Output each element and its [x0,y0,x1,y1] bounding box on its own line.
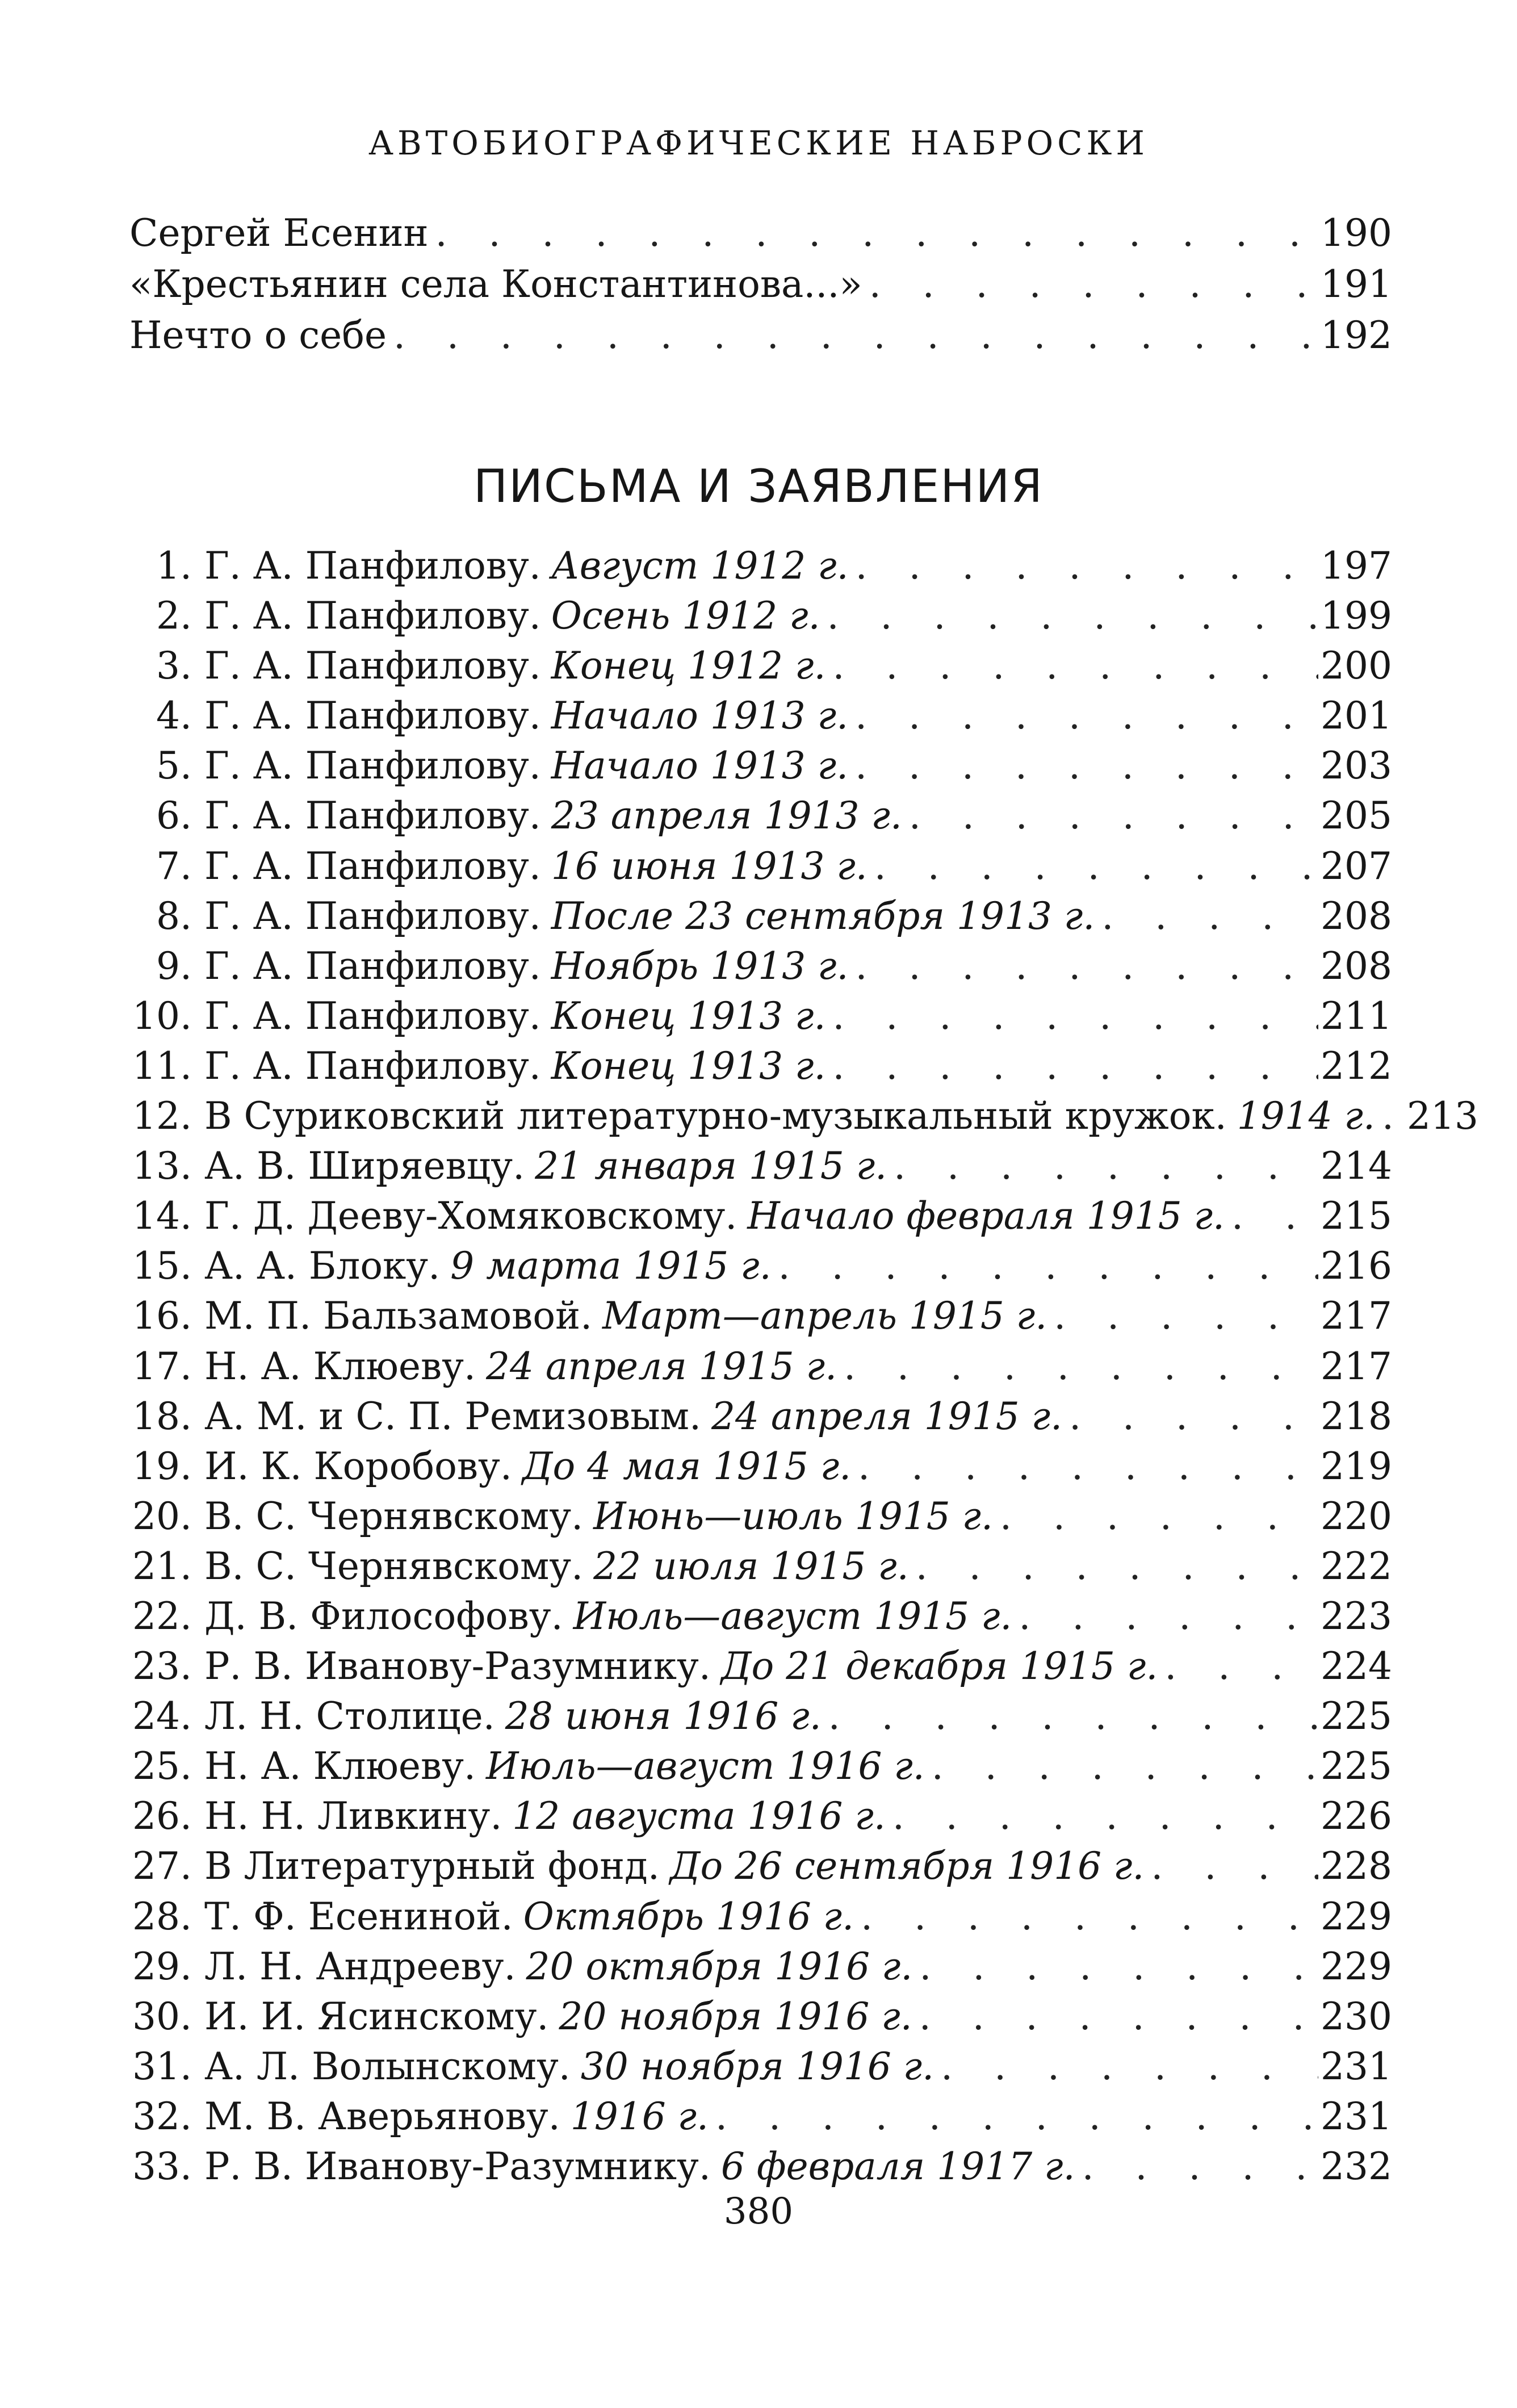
dot-leader [849,544,1318,588]
entry-page: 229 [1321,1894,1392,1938]
letter-entry [114,1294,1392,1344]
entry-addressee: А. А. Блоку. [204,1244,441,1288]
entry-number: 30. [132,1994,192,2038]
entry-addressee: Г. А. Панфилову. [204,644,541,688]
entry-number: 32. [132,2094,192,2138]
entry-page: 216 [1321,1244,1392,1288]
entry-addressee: Г. А. Панфилову. [204,844,541,888]
entry-addressee: Г. А. Панфилову. [204,944,541,988]
dot-leader [837,1345,1318,1388]
entry-number: 24. [132,1694,192,1739]
entry-date: 1914 г. [1237,1094,1376,1138]
entry-date: После 23 сентября 1913 г. [551,894,1095,938]
entry-addressee: И. К. Коробову. [204,1444,512,1488]
letter-entry [114,1895,1392,1945]
entry-page: 231 [1321,2044,1392,2088]
entry-date: Июль—август 1915 г. [573,1594,1012,1638]
entry-number: 28. [132,1894,192,1938]
page-number: 380 [723,2191,794,2233]
entry-page: 223 [1321,1594,1392,1638]
entry-page: 219 [1321,1444,1392,1488]
entry-addressee: М. П. Бальзамовой. [204,1294,593,1338]
dot-leader [909,1544,1318,1588]
letter-entry [114,2145,1392,2195]
entry-date: 24 апреля 1915 г. [711,1394,1063,1438]
entry-date: 21 января 1915 г. [535,1144,887,1188]
section-title-letters: ПИСЬМА И ЗАЯВЛЕНИЯ [473,460,1044,513]
entry-number: 29. [132,1944,192,1988]
letter-entry [114,1345,1392,1394]
entry-page: 225 [1321,1744,1392,1789]
entry-date: 23 апреля 1913 г. [551,794,902,838]
dot-leader [912,1995,1318,2038]
entry-addressee: Л. Н. Андрееву. [204,1944,516,1988]
entry-date: 12 августа 1916 г. [512,1794,886,1839]
letter-entry [114,2045,1392,2095]
dot-leader [887,1144,1318,1188]
entry-addressee: В. С. Чернявскому. [204,1544,584,1588]
autobiographical-sketches-list [129,211,1392,365]
entry-number: 13. [132,1144,192,1188]
entry-page: 200 [1321,644,1392,688]
letter-entry [114,844,1392,894]
entry-addressee: В. С. Чернявскому. [204,1494,584,1538]
entry-addressee: Г. А. Панфилову. [204,594,541,638]
letter-entry [114,1194,1392,1244]
entry-number: 25. [132,1744,192,1789]
entry-number: 1. [156,544,192,588]
entry-date: До 21 декабря 1915 г. [720,1644,1158,1689]
entry-page: 228 [1321,1844,1392,1888]
entry-number: 23. [132,1644,192,1689]
letter-entry [114,744,1392,794]
dot-leader [925,1744,1318,1788]
entry-addressee: Т. Ф. Есениной. [204,1894,513,1938]
entry-number: 15. [132,1244,192,1288]
dot-leader [902,794,1318,837]
entry-number: 20. [132,1494,192,1538]
entry-page: 222 [1321,1544,1392,1588]
dot-leader [1144,1844,1318,1888]
entry-addressee: Г. А. Панфилову. [204,694,541,738]
entry-date: Март—апрель 1915 г. [602,1294,1047,1338]
entry-number: 2. [156,594,192,638]
entry-number: 3. [156,644,192,688]
letter-entry [114,994,1392,1044]
entry-page: 201 [1321,694,1392,738]
letter-entry [114,1995,1392,2045]
entry-number: 31. [132,2044,192,2088]
letter-entry [114,1394,1392,1444]
entry-number: 33. [132,2145,192,2188]
dot-leader [429,211,1318,255]
letter-entry [114,1244,1392,1294]
dot-leader [822,1694,1318,1738]
entry-page: 213 [1407,1094,1479,1138]
running-head: АВТОБИОГРАФИЧЕСКИЕ НАБРОСКИ [368,124,1149,162]
letter-entry [114,1494,1392,1544]
entry-addressee: Г. А. Панфилову. [204,1044,541,1088]
dot-leader [825,994,1318,1038]
entry-number: 11. [132,1044,192,1088]
entry-page: 203 [1321,744,1392,788]
dot-leader [1095,894,1318,938]
entry-date: Конец 1912 г. [551,644,826,688]
letter-entry [114,1744,1392,1794]
letter-entry [114,594,1392,644]
dot-leader [934,2045,1318,2088]
entry-page: 208 [1321,944,1392,988]
dot-leader [1012,1594,1318,1638]
entry-addressee: Н. А. Клюеву. [204,1744,476,1789]
entry-number: 6. [156,794,192,838]
entry-number: 22. [132,1594,192,1638]
entry-number: 12. [132,1094,192,1138]
entry-addressee: Р. В. Иванову-Разумнику. [204,2145,711,2188]
entry-addressee: А. М. и С. П. Ремизовым. [204,1394,701,1438]
dot-leader [912,1945,1318,1988]
dot-leader [862,262,1318,306]
dot-leader [1062,1394,1318,1438]
dot-leader [849,944,1319,988]
entry-page: 208 [1321,894,1392,938]
entry-addressee: В Суриковский литературно-музыкальный кружок. [204,1094,1227,1138]
entry-date: До 4 мая 1915 г. [522,1444,852,1488]
dot-leader [1375,1094,1405,1138]
letter-entry [114,1544,1392,1594]
entry-date: Начало 1913 г. [551,694,849,738]
entry-page: 214 [1321,1144,1392,1188]
entry-page: 192 [1321,313,1392,357]
entry-date: 30 ноября 1916 г. [580,2044,934,2088]
letter-entry [114,1844,1392,1894]
entry-page: 207 [1321,844,1392,888]
entry-page: 230 [1321,1994,1392,2038]
entry-number: 10. [132,994,192,1038]
letter-entry [114,544,1392,594]
entry-date: 16 июня 1913 г. [551,844,868,888]
entry-number: 17. [132,1344,192,1388]
entry-addressee: Г. А. Панфилову. [204,894,541,938]
dot-leader [709,2095,1318,2138]
letter-entry [114,1594,1392,1644]
toc-entry [129,211,1392,262]
entry-addressee: М. В. Аверьянову. [204,2094,560,2138]
entry-addressee: В Литературный фонд. [204,1844,660,1888]
entry-addressee: И. И. Ясинскому. [204,1994,549,2038]
entry-addressee: Д. В. Философову. [204,1594,563,1638]
entry-date: 24 апреля 1915 г. [485,1344,837,1388]
entry-date: 22 июля 1915 г. [593,1544,909,1588]
entry-date: 20 октября 1916 г. [526,1944,913,1988]
letter-entry [114,644,1392,694]
entry-page: 205 [1321,794,1392,838]
entry-page: 229 [1321,1944,1392,1988]
entry-number: 8. [156,894,192,938]
entry-date: Начало 1913 г. [551,744,849,788]
entry-page: 212 [1321,1044,1392,1088]
dot-leader [772,1244,1318,1288]
letter-entry [114,894,1392,944]
dot-leader [1158,1644,1318,1688]
entry-number: 26. [132,1794,192,1839]
entry-page: 220 [1321,1494,1392,1538]
entry-page: 232 [1321,2145,1392,2188]
entry-page: 215 [1321,1194,1392,1238]
dot-leader [820,594,1318,638]
dot-leader [993,1494,1318,1538]
entry-page: 226 [1321,1794,1392,1839]
entry-page: 231 [1321,2094,1392,2138]
entry-date: Осень 1912 г. [551,594,820,638]
entry-number: 7. [156,844,192,888]
entry-page: 190 [1321,211,1392,255]
dot-leader [825,644,1318,688]
entry-date: До 26 сентября 1916 г. [669,1844,1145,1888]
entry-date: 9 марта 1915 г. [450,1244,772,1288]
entry-page: 197 [1321,544,1392,588]
entry-addressee: Л. Н. Столице. [204,1694,495,1739]
toc-entry [129,313,1392,365]
entry-addressee: А. Л. Волынскому. [204,2044,571,2088]
entry-number: 19. [132,1444,192,1488]
letter-entry [114,1444,1392,1494]
entry-addressee: А. В. Ширяевцу. [204,1144,525,1188]
entry-addressee: Р. В. Иванову-Разумнику. [204,1644,711,1689]
entry-number: 16. [132,1294,192,1338]
dot-leader [886,1794,1318,1838]
letter-entry [114,1794,1392,1844]
entry-date: Июнь—июль 1915 г. [593,1494,994,1538]
entry-number: 27. [132,1844,192,1888]
entry-date: Ноябрь 1913 г. [551,944,849,988]
entry-page: 224 [1321,1644,1392,1689]
dot-leader [387,313,1318,357]
entry-date: Август 1912 г. [551,544,849,588]
entry-page: 211 [1321,994,1392,1038]
dot-leader [848,694,1318,738]
dot-leader [1075,2145,1318,2188]
entry-page: 217 [1321,1294,1392,1338]
dot-leader [1225,1194,1318,1238]
letter-entry [114,1044,1392,1094]
entry-title: «Крестьянин села Константинова...» [129,262,862,306]
letter-entry [114,1945,1392,1995]
entry-addressee: Г. Д. Дееву-Хомяковскому. [204,1194,737,1238]
entry-date: Конец 1913 г. [551,994,826,1038]
entry-addressee: Г. А. Панфилову. [204,794,541,838]
letter-entry [114,1694,1392,1744]
entry-date: 20 ноября 1916 г. [559,1994,912,2038]
entry-addressee: Г. А. Панфилову. [204,544,541,588]
entry-date: Начало февраля 1915 г. [747,1194,1225,1238]
entry-date: 28 июня 1916 г. [505,1694,822,1739]
entry-number: 21. [132,1544,192,1588]
entry-addressee: Г. А. Панфилову. [204,994,541,1038]
letter-entry [114,1644,1392,1694]
entry-date: 1916 г. [570,2094,709,2138]
entry-date: Июль—август 1916 г. [485,1744,925,1789]
entry-number: 5. [156,744,192,788]
entry-page: 218 [1321,1394,1392,1438]
entry-title: Нечто о себе [129,313,387,357]
dot-leader [868,844,1318,888]
letter-entry [114,1144,1392,1194]
entry-date: Октябрь 1916 г. [523,1894,854,1938]
dot-leader [854,1895,1318,1938]
entry-number: 4. [156,694,192,738]
entry-page: 225 [1321,1694,1392,1739]
entry-page: 191 [1321,262,1392,306]
dot-leader [848,744,1318,788]
letter-entry [114,794,1392,844]
entry-number: 14. [132,1194,192,1238]
entry-addressee: Г. А. Панфилову. [204,744,541,788]
letter-entry [114,1094,1479,1144]
entry-date: Конец 1913 г. [551,1044,826,1088]
letter-entry [114,2095,1392,2145]
toc-entry [129,262,1392,313]
entry-page: 217 [1321,1344,1392,1388]
entry-date: 6 февраля 1917 г. [720,2145,1075,2188]
dot-leader [1047,1294,1318,1338]
dot-leader [825,1044,1318,1088]
letters-list [114,544,1479,2195]
entry-number: 18. [132,1394,192,1438]
letter-entry [114,944,1392,994]
entry-number: 9. [156,944,192,988]
entry-addressee: Н. А. Клюеву. [204,1344,476,1388]
entry-title: Сергей Есенин [129,211,429,255]
dot-leader [851,1444,1318,1488]
letter-entry [114,694,1392,744]
entry-addressee: Н. Н. Ливкину. [204,1794,502,1839]
entry-page: 199 [1321,594,1392,638]
